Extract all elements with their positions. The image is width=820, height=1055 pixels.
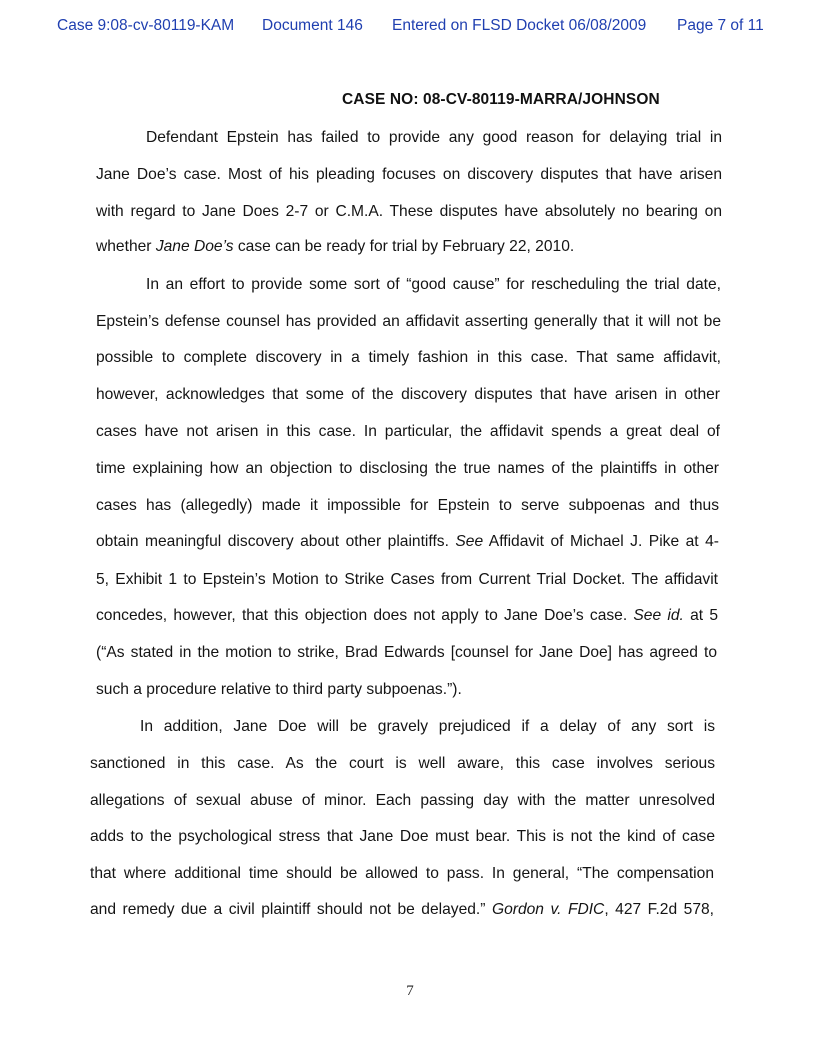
text-line: obtain meaningful discovery about other plaintiffs. See Affidavit of Michael J. Pike at 4- [96, 533, 719, 550]
text-line: concedes, however, that this objection does not apply to Jane Doe’s case. See id. at 5 [96, 607, 718, 624]
case-number-text: CASE NO: 08-CV-80119-MARRA/JOHNSON [342, 91, 660, 108]
italic-citation: Jane Doe’s [155, 238, 234, 255]
italic-citation: See id. [633, 607, 684, 624]
text-line: allegations of sexual abuse of minor. Each passing day with the matter unresolved [90, 792, 715, 809]
text-line: time explaining how an objection to disclosing the true names of the plaintiffs in other [96, 460, 719, 477]
text-line: possible to complete discovery in a timely fashion in this case. That same affidavit, [96, 349, 721, 366]
text-line: adds to the psychological stress that Jane Doe must bear. This is not the kind of case [90, 828, 715, 845]
text-line: In addition, Jane Doe will be gravely prejudiced if a delay of any sort is [140, 718, 715, 735]
text-line: with regard to Jane Does 2-7 or C.M.A. These disputes have absolutely no bearing on [96, 203, 722, 220]
text-line: however, acknowledges that some of the discovery disputes that have arisen in other [96, 386, 720, 403]
italic-citation: Gordon v. FDIC [491, 901, 605, 918]
header-document-number: Document 146 [262, 17, 363, 34]
text-line: such a procedure relative to third party subpoenas.”). [96, 681, 462, 698]
header-entered-docket: Entered on FLSD Docket 06/08/2009 [392, 17, 647, 34]
text-line: Defendant Epstein has failed to provide any good reason for delaying trial in [146, 129, 722, 146]
text-line: whether Jane Doe’s case can be ready for trial by February 22, 2010. [96, 238, 575, 255]
docket-header [0, 17, 820, 39]
page-number: 7 [406, 983, 414, 999]
text-line: cases has (allegedly) made it impossible for Epstein to serve subpoenas and thus [96, 497, 719, 514]
text-line: cases have not arisen in this case. In particular, the affidavit spends a great deal of [96, 423, 720, 440]
text-line: 5, Exhibit 1 to Epstein’s Motion to Strike Cases from Current Trial Docket. The affidavit [96, 571, 718, 588]
text-line: In an effort to provide some sort of “good cause” for rescheduling the trial date, [146, 276, 721, 293]
italic-citation: See [455, 533, 484, 550]
header-page-count: Page 7 of 11 [677, 17, 764, 34]
header-case-number: Case 9:08-cv-80119-KAM [57, 17, 235, 34]
text-line: (“As stated in the motion to strike, Brad Edwards [counsel for Jane Doe] has agreed to [96, 644, 717, 661]
text-line: Epstein’s defense counsel has provided an affidavit asserting generally that it will not be [96, 313, 721, 330]
text-line: sanctioned in this case. As the court is well aware, this case involves serious [90, 755, 715, 772]
text-line: Jane Doe’s case. Most of his pleading focuses on discovery disputes that have arisen [96, 166, 722, 183]
text-line: that where additional time should be allowed to pass. In general, “The compensation [90, 865, 714, 882]
text-line: and remedy due a civil plaintiff should not be delayed.” Gordon v. FDIC, 427 F.2d 578, [90, 901, 715, 918]
